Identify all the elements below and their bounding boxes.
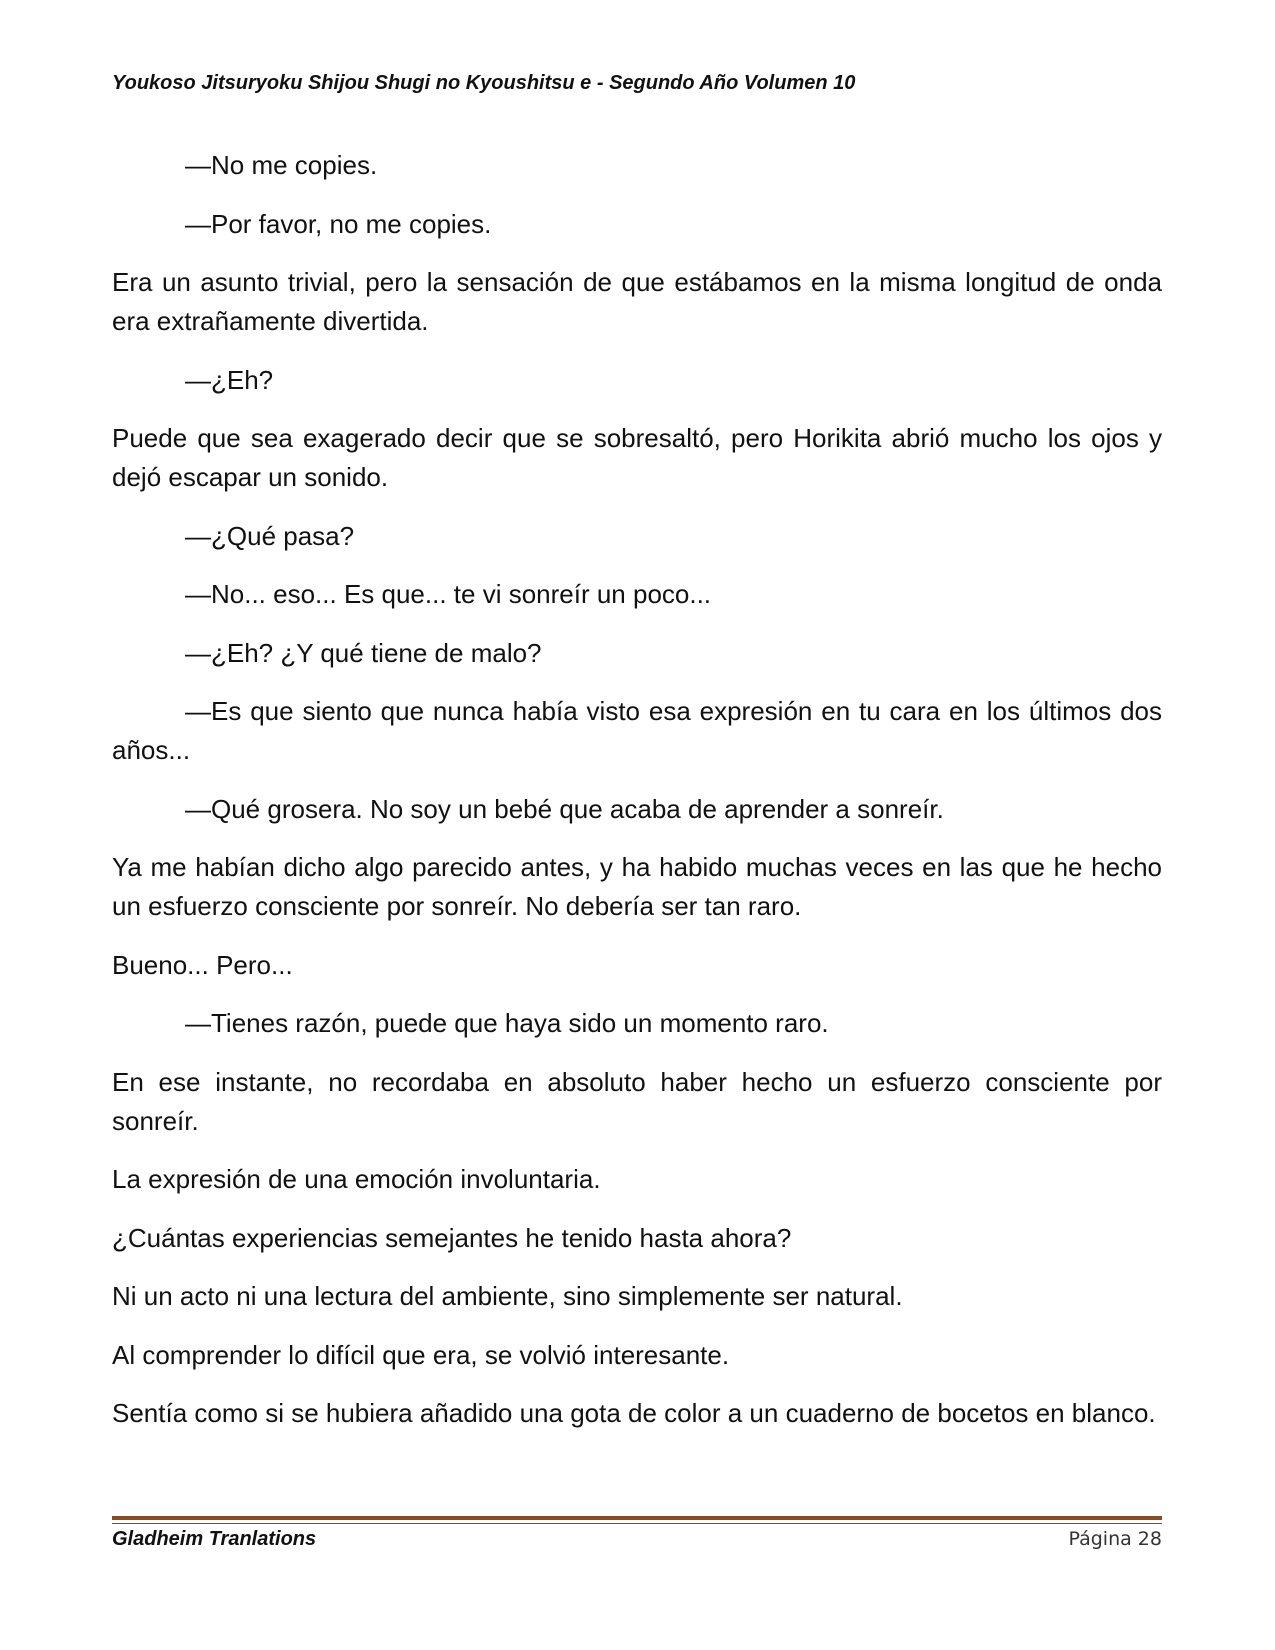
paragraph: —Es que siento que nunca había visto esa expresión en tu cara en los últimos dos años...: [112, 696, 1162, 765]
footer-translator-credit: Gladheim Tranlations: [112, 1528, 317, 1550]
paragraph: —No... eso... Es que... te vi sonreír un poco...: [185, 579, 712, 609]
footer-page-number: Página 28: [1068, 1528, 1162, 1550]
paragraph: ¿Cuántas experiencias semejantes he tenido hasta ahora?: [112, 1222, 792, 1253]
page-body: [112, 146, 1162, 1453]
paragraph: —¿Eh? ¿Y qué tiene de malo?: [185, 637, 542, 668]
footer-divider-thick: [112, 1516, 1162, 1520]
paragraph: Era un asunto trivial, pero la sensación de que estábamos en la misma longitud de onda era extrañamente divertida.: [112, 267, 1162, 336]
paragraph: La expresión de una emoción involuntaria.: [112, 1164, 601, 1194]
paragraph: —Qué grosera. No soy un bebé que acaba de aprender a sonreír.: [185, 793, 944, 824]
paragraph: Ya me habían dicho algo parecido antes, y ha habido muchas veces en las que he hecho un esfuerzo consciente por sonreír. No debería ser tan raro.: [112, 852, 1162, 921]
paragraph: En ese instante, no recordaba en absoluto haber hecho un esfuerzo consciente por sonreír.: [112, 1066, 1162, 1136]
paragraph: —Por favor, no me copies.: [185, 208, 492, 239]
paragraph: Al comprender lo difícil que era, se volvió interesante.: [112, 1339, 730, 1370]
paragraph: Bueno... Pero...: [112, 949, 293, 980]
page-header-title: Youkoso Jitsuryoku Shijou Shugi no Kyoushitsu e - Segundo Año Volumen 10: [112, 72, 856, 94]
paragraph: —Tienes razón, puede que haya sido un momento raro.: [185, 1008, 829, 1038]
paragraph: Sentía como si se hubiera añadido una gota de color a un cuaderno de bocetos en blanco.: [112, 1398, 1156, 1428]
paragraph: —No me copies.: [185, 150, 378, 180]
paragraph: —¿Eh?: [185, 364, 274, 395]
paragraph: Puede que sea exagerado decir que se sobresaltó, pero Horikita abrió mucho los ojos y dejó escapar un sonido.: [112, 423, 1162, 492]
footer-divider-thin: [112, 1523, 1162, 1524]
paragraph: —¿Qué pasa?: [185, 520, 355, 551]
paragraph: Ni un acto ni una lectura del ambiente, sino simplemente ser natural.: [112, 1281, 903, 1311]
